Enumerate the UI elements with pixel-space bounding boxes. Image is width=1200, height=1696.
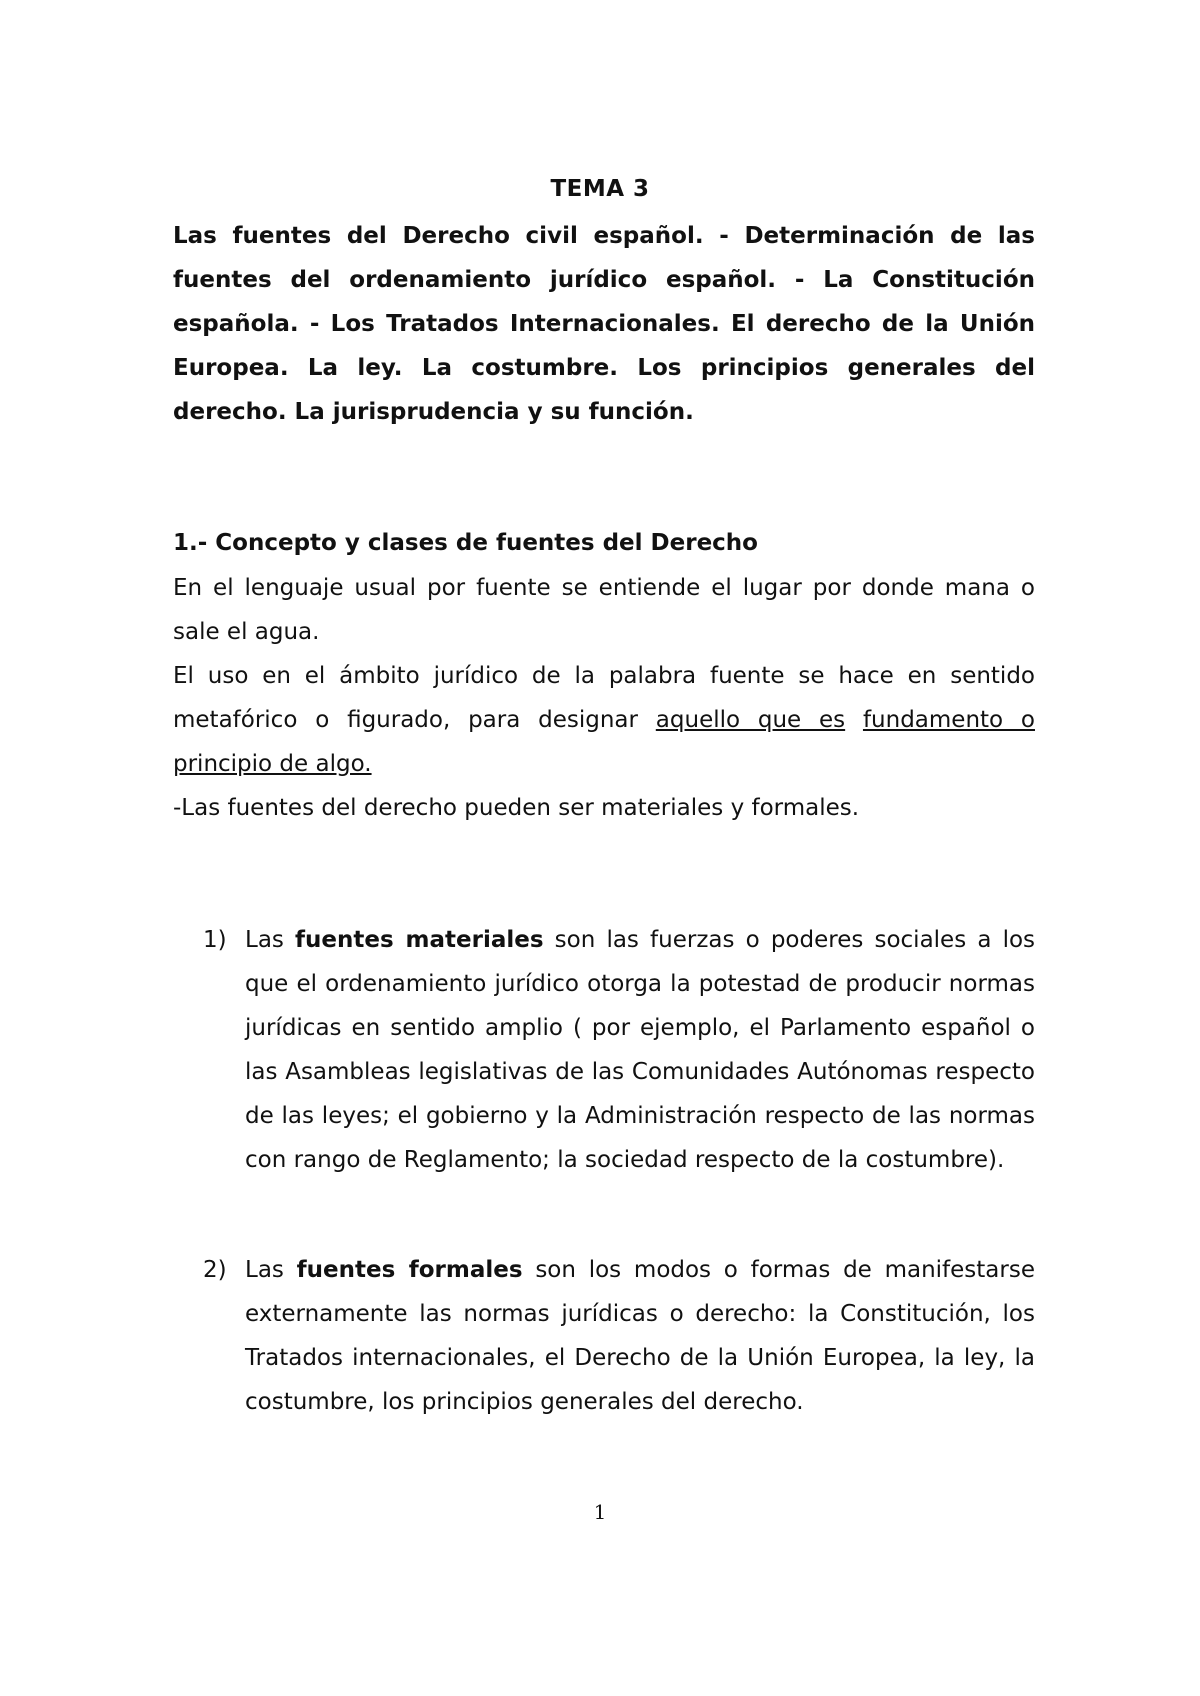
paragraph-2-space	[845, 707, 863, 733]
paragraph-3: -Las fuentes del derecho pueden ser materiales y formales.	[173, 795, 860, 821]
section-heading: 1.- Concepto y clases de fuentes del Derecho	[173, 530, 758, 556]
list-item-rest: son las fuerzas o poderes sociales a los que el ordenamiento jurídico otorga la potestad de producir normas jurídicas en sentido amplio ( por ejemplo, el Parlamento español o las Asambleas legislativas de las Comunidades Autónomas respecto de las leyes; el gobierno y la Administración respecto de las normas con rango de Reglamento; la sociedad respecto de la costumbre).	[245, 927, 1036, 1173]
list-item-content	[245, 918, 1035, 1182]
page-number: 1	[593, 1500, 607, 1524]
paragraph-1: En el lenguaje usual por fuente se entiende el lugar por donde mana o sale el agua.	[173, 575, 1035, 645]
list-item	[203, 1248, 1035, 1424]
list-item-pre: Las	[245, 1257, 297, 1283]
document-subtitle: Las fuentes del Derecho civil español. - Determinación de las fuentes del ordenamiento jurídico español. - La Constitución española. - Los Tratados Internacionales. El derecho de la Unión Europea. La ley. La costumbre. Los principios generales del derecho. La jurisprudencia y su función.	[173, 223, 1035, 425]
underlined-phrase-2: fundamento o principio de algo.	[173, 707, 1035, 777]
list-item-number: 2)	[203, 1257, 227, 1283]
body-text	[173, 566, 1035, 830]
list-item-content	[245, 1248, 1035, 1424]
paragraph-2	[173, 654, 1035, 786]
paragraph-2-text: El uso en el ámbito jurídico de la palabra fuente se hace en sentido metafórico o figurado, para designar	[173, 663, 1035, 733]
document-title: TEMA 3	[550, 176, 650, 202]
underlined-phrase-1: aquello que es	[655, 707, 846, 733]
list-item-number: 1)	[203, 927, 227, 953]
list-item-pre: Las	[245, 927, 296, 953]
list-item	[203, 918, 1035, 1182]
list-item-term: fuentes materiales	[295, 927, 544, 953]
list-item-rest: son los modos o formas de manifestarse externamente las normas jurídicas o derecho: la Constitución, los Tratados internacionales, el Derecho de la Unión Europea, la ley, la costumbre, los principios generales del derecho.	[245, 1257, 1035, 1415]
list-item-term: fuentes formales	[296, 1257, 523, 1283]
